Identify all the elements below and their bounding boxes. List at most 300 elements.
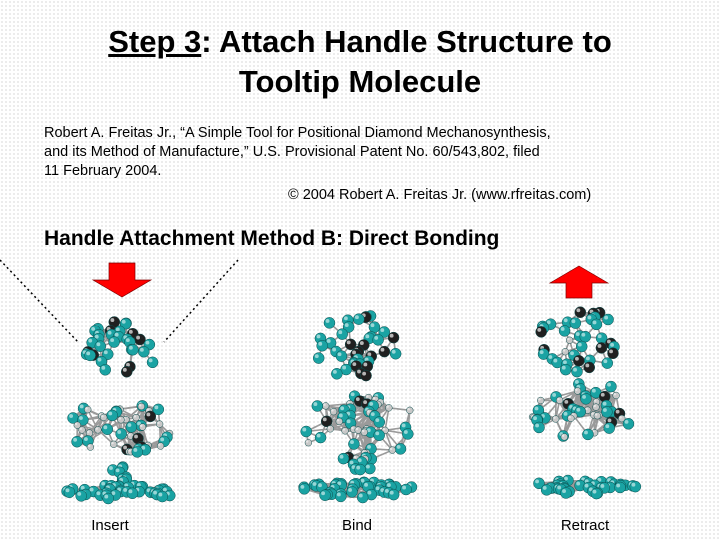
- bind-panel: [250, 250, 480, 510]
- atom-highlight: [328, 426, 330, 428]
- atom-highlight: [157, 422, 159, 424]
- atom-highlight: [96, 342, 100, 346]
- atom-highlight: [116, 327, 120, 331]
- atom: [556, 397, 563, 404]
- atom-highlight: [568, 416, 570, 418]
- atom-highlight: [616, 484, 620, 488]
- atom-highlight: [562, 489, 566, 493]
- atom-highlight: [625, 420, 629, 424]
- atom: [388, 332, 399, 343]
- atom: [615, 482, 626, 493]
- atom-highlight: [365, 334, 369, 338]
- atom-highlight: [356, 397, 360, 401]
- atom-highlight: [340, 455, 344, 459]
- atom: [336, 351, 347, 362]
- atom: [138, 403, 145, 410]
- atom-highlight: [77, 492, 81, 496]
- handle-structure: [529, 378, 634, 441]
- atom-highlight: [354, 456, 356, 458]
- atom-highlight: [350, 461, 354, 465]
- atom: [591, 488, 602, 499]
- atom: [100, 414, 107, 421]
- atom: [552, 416, 559, 423]
- atom: [536, 326, 547, 337]
- atom-highlight: [84, 437, 88, 441]
- atom-highlight: [101, 482, 105, 486]
- atom-highlight: [69, 414, 73, 418]
- atom: [541, 484, 552, 495]
- atom-highlight: [407, 408, 409, 410]
- atom-highlight: [585, 484, 589, 488]
- atom: [107, 410, 118, 421]
- atom-highlight: [119, 417, 121, 419]
- atom-highlight: [563, 360, 567, 364]
- atom-highlight: [96, 491, 100, 495]
- atom: [138, 346, 149, 357]
- atom-highlight: [607, 383, 611, 387]
- atom: [299, 483, 310, 494]
- atom-highlight: [363, 363, 367, 367]
- atom: [322, 402, 329, 409]
- atom: [87, 444, 94, 451]
- atom: [560, 364, 571, 375]
- atom-highlight: [600, 484, 604, 488]
- atom-highlight: [87, 431, 89, 433]
- atom-highlight: [392, 350, 396, 354]
- atom: [118, 416, 125, 423]
- atom-highlight: [605, 424, 609, 428]
- atom-highlight: [327, 339, 331, 343]
- citation: [44, 124, 704, 181]
- retract-panel: [480, 250, 720, 510]
- atom-highlight: [375, 418, 379, 422]
- atom-highlight: [543, 486, 547, 490]
- atom-highlight: [86, 352, 90, 356]
- atom: [593, 404, 600, 411]
- atom-highlight: [88, 339, 92, 343]
- atom: [337, 329, 348, 340]
- atom-highlight: [575, 357, 579, 361]
- surface-layer: [62, 480, 176, 504]
- atom-highlight: [584, 431, 588, 435]
- atom-highlight: [154, 405, 158, 409]
- atom-highlight: [383, 428, 385, 430]
- atom: [576, 341, 587, 352]
- atom: [116, 428, 127, 439]
- atom: [374, 430, 385, 441]
- atom-highlight: [332, 348, 336, 352]
- atom: [346, 486, 357, 497]
- atom-highlight: [357, 370, 361, 374]
- surface-layer: [299, 477, 417, 503]
- atom-highlight: [342, 366, 346, 370]
- atom-highlight: [598, 344, 602, 348]
- atom-highlight: [339, 414, 343, 418]
- atom-highlight: [343, 428, 345, 430]
- atom-highlight: [390, 334, 394, 338]
- atom: [327, 425, 334, 432]
- atom-highlight: [376, 486, 380, 490]
- atom: [607, 348, 618, 359]
- atom: [373, 334, 384, 345]
- atom-highlight: [317, 335, 321, 339]
- atom-highlight: [73, 438, 77, 442]
- atom-highlight: [561, 327, 565, 331]
- atom: [406, 407, 413, 414]
- atom-highlight: [619, 416, 621, 418]
- atom-highlight: [366, 395, 368, 397]
- atom-highlight: [362, 430, 364, 432]
- atom-highlight: [603, 408, 607, 412]
- atom-highlight: [367, 491, 371, 495]
- copyright-notice: © 2004 Robert A. Freitas Jr. (www.rfreitas.com): [288, 187, 592, 203]
- atom-highlight: [111, 442, 113, 444]
- atom: [320, 490, 331, 501]
- atom-highlight: [571, 319, 575, 323]
- atom: [389, 447, 396, 454]
- atom: [561, 433, 568, 440]
- atom: [79, 427, 86, 434]
- atom-highlight: [535, 407, 539, 411]
- atom-highlight: [363, 400, 367, 404]
- retract-molecule: [529, 307, 641, 499]
- atom-highlight: [367, 410, 369, 412]
- citation-line-2: and its Method of Manufacture,” U.S. Provisional Patent No. 60/543,802, filed: [44, 144, 540, 160]
- atom: [570, 318, 581, 329]
- atom: [102, 424, 113, 435]
- atom-highlight: [404, 430, 408, 434]
- atom-highlight: [134, 435, 138, 439]
- atom-highlight: [608, 418, 612, 422]
- atom-highlight: [564, 318, 568, 322]
- handle-structure: [301, 391, 414, 465]
- atom: [156, 421, 163, 428]
- atom: [559, 325, 570, 336]
- atom: [72, 436, 83, 447]
- atom: [390, 348, 401, 359]
- atom-highlight: [631, 483, 635, 487]
- dotted-guide-right: [164, 260, 238, 342]
- atom-highlight: [347, 419, 351, 423]
- atom-highlight: [66, 488, 70, 492]
- atom-highlight: [338, 352, 342, 356]
- atom: [601, 406, 612, 417]
- atom: [566, 337, 573, 344]
- atom-highlight: [533, 416, 537, 420]
- atom-highlight: [397, 445, 401, 449]
- atom: [402, 428, 413, 439]
- atom: [361, 429, 368, 436]
- atom-highlight: [306, 440, 308, 442]
- atom-highlight: [313, 402, 317, 406]
- atom: [385, 404, 392, 411]
- atom-highlight: [323, 404, 325, 406]
- citation-line-1: Robert A. Freitas Jr., “A Simple Tool for Positional Diamond Mechanosynthesis,: [44, 125, 551, 141]
- atom: [604, 423, 615, 434]
- atom: [395, 443, 406, 454]
- atom-highlight: [315, 354, 319, 358]
- atom: [401, 484, 412, 495]
- atom-highlight: [564, 400, 568, 404]
- atom-highlight: [317, 434, 321, 438]
- insert-molecule: [62, 317, 176, 504]
- atom-highlight: [563, 349, 565, 351]
- atom-highlight: [96, 427, 98, 429]
- atom-highlight: [136, 336, 140, 340]
- atom: [562, 348, 569, 355]
- atom: [537, 397, 544, 404]
- atom-highlight: [591, 412, 593, 414]
- tooltip-molecule: [536, 307, 620, 377]
- atom-highlight: [573, 368, 577, 372]
- atom-highlight: [576, 332, 580, 336]
- atom-highlight: [585, 364, 589, 368]
- atom-highlight: [160, 438, 164, 442]
- atom-highlight: [115, 333, 119, 337]
- atom-highlight: [598, 334, 602, 338]
- atom-highlight: [570, 351, 574, 355]
- atom-highlight: [146, 341, 150, 345]
- atom-highlight: [364, 483, 368, 487]
- atom-highlight: [116, 468, 120, 472]
- atom-highlight: [104, 350, 108, 354]
- atom-highlight: [594, 405, 596, 407]
- atom: [157, 443, 164, 450]
- atom-highlight: [337, 493, 341, 497]
- atom-highlight: [158, 444, 160, 446]
- retract-caption: Retract: [560, 517, 610, 534]
- atom: [602, 358, 613, 369]
- atom-highlight: [75, 423, 77, 425]
- atom-highlight: [578, 343, 582, 347]
- atom-highlight: [356, 428, 358, 430]
- handle-structure: [68, 400, 173, 457]
- atom-highlight: [337, 419, 339, 421]
- atom-highlight: [122, 320, 126, 324]
- title-line-1: : Attach Handle Structure to: [201, 24, 612, 59]
- atom: [580, 393, 591, 404]
- atom-highlight: [340, 406, 344, 410]
- atom-highlight: [362, 372, 366, 376]
- atom-highlight: [562, 366, 566, 370]
- atom-highlight: [371, 412, 375, 416]
- atom-highlight: [552, 393, 556, 397]
- atom-highlight: [374, 336, 378, 340]
- atom: [630, 481, 641, 492]
- atom-highlight: [302, 428, 306, 432]
- atom-highlight: [347, 341, 351, 345]
- atom-highlight: [601, 393, 605, 397]
- section-heading: Handle Attachment Method B: Direct Bonding: [44, 227, 500, 250]
- atom: [361, 370, 372, 381]
- atom: [301, 426, 312, 437]
- atom: [560, 488, 571, 499]
- atom-highlight: [110, 338, 114, 342]
- atom-highlight: [129, 330, 133, 334]
- insert-down-arrow: [93, 263, 151, 297]
- atom-highlight: [355, 315, 359, 319]
- atom-highlight: [321, 491, 325, 495]
- atom-highlight: [351, 427, 353, 429]
- atom-highlight: [149, 358, 153, 362]
- atom-highlight: [134, 415, 136, 417]
- atom-highlight: [109, 466, 113, 470]
- atom: [338, 453, 349, 464]
- atom-highlight: [614, 393, 616, 395]
- atom-highlight: [331, 409, 333, 411]
- atom: [76, 490, 87, 501]
- atom: [369, 322, 380, 333]
- retract-up-arrow: [550, 266, 608, 298]
- atom: [342, 427, 349, 434]
- atom-highlight: [564, 477, 568, 481]
- atom-highlight: [593, 490, 597, 494]
- atom-highlight: [344, 316, 348, 320]
- atom: [623, 418, 634, 429]
- atom-highlight: [146, 413, 150, 417]
- atom-highlight: [576, 482, 580, 486]
- atom-highlight: [594, 399, 596, 401]
- atom-highlight: [348, 401, 350, 403]
- atom-highlight: [553, 417, 555, 419]
- atom-highlight: [356, 466, 360, 470]
- atom: [64, 487, 75, 498]
- atom-highlight: [103, 425, 107, 429]
- atom-highlight: [610, 343, 614, 347]
- atom-highlight: [123, 368, 127, 372]
- atom-highlight: [333, 370, 337, 374]
- atom-highlight: [153, 491, 157, 495]
- atom-highlight: [557, 398, 559, 400]
- atom-highlight: [80, 428, 82, 430]
- atom: [567, 415, 574, 422]
- atom-highlight: [300, 485, 304, 489]
- atom-highlight: [386, 405, 388, 407]
- atom-highlight: [402, 424, 406, 428]
- atom-highlight: [390, 491, 394, 495]
- atom: [574, 388, 581, 395]
- atom-highlight: [371, 323, 375, 327]
- atom-highlight: [158, 493, 162, 497]
- atom-highlight: [110, 318, 114, 322]
- atom: [364, 463, 375, 474]
- atom-highlight: [582, 395, 586, 399]
- atom-highlight: [128, 434, 130, 436]
- atom-highlight: [108, 412, 112, 416]
- atom-highlight: [564, 412, 568, 416]
- slide-title: [0, 22, 720, 102]
- atom-highlight: [587, 316, 591, 320]
- atom: [573, 355, 584, 366]
- atom: [127, 344, 138, 355]
- atom: [126, 421, 137, 432]
- atom: [317, 340, 328, 351]
- atom-highlight: [128, 423, 132, 427]
- atom-highlight: [359, 494, 363, 498]
- atom-highlight: [581, 333, 585, 337]
- citation-line-3: 11 February 2004.: [44, 163, 162, 179]
- tooltip-molecule: [81, 317, 158, 378]
- title-line-2: Tooltip Molecule: [238, 64, 482, 99]
- atom: [331, 368, 342, 379]
- atom-highlight: [575, 389, 577, 391]
- atom-highlight: [609, 349, 613, 353]
- atom-highlight: [101, 366, 105, 370]
- atom-highlight: [133, 448, 137, 452]
- atom: [157, 491, 168, 502]
- atom-highlight: [338, 330, 342, 334]
- atom: [605, 381, 616, 392]
- surface-layer: [533, 475, 640, 499]
- atom-highlight: [129, 489, 133, 493]
- atom-highlight: [562, 435, 564, 437]
- atom-highlight: [318, 483, 322, 487]
- atom: [315, 432, 326, 443]
- atom-highlight: [98, 358, 102, 362]
- atom: [127, 488, 138, 499]
- atom: [324, 317, 335, 328]
- atom-highlight: [390, 448, 392, 450]
- atom: [613, 392, 620, 399]
- atom-highlight: [366, 465, 370, 469]
- atom: [145, 411, 156, 422]
- atom-highlight: [108, 331, 112, 335]
- atom-highlight: [350, 440, 354, 444]
- atom-highlight: [140, 348, 144, 352]
- insert-panel: [0, 250, 250, 510]
- atom-highlight: [557, 486, 561, 490]
- atom-highlight: [126, 338, 130, 342]
- atom-highlight: [352, 362, 356, 366]
- atom-highlight: [373, 397, 375, 399]
- bind-caption: Bind: [341, 517, 373, 534]
- atom-highlight: [385, 489, 389, 493]
- atom: [121, 366, 132, 377]
- atom: [582, 429, 593, 440]
- atom-highlight: [603, 359, 607, 363]
- step-label: Step 3: [108, 24, 202, 59]
- atom: [313, 353, 324, 364]
- atom-highlight: [79, 416, 83, 420]
- atom: [357, 492, 368, 503]
- atom-highlight: [367, 445, 371, 449]
- atom: [571, 366, 582, 377]
- atom-highlight: [140, 425, 142, 427]
- atom-highlight: [616, 410, 620, 414]
- atom-highlight: [101, 415, 103, 417]
- atom: [575, 307, 586, 318]
- atom: [95, 426, 102, 433]
- atom: [603, 314, 614, 325]
- atom-highlight: [80, 405, 84, 409]
- dotted-guide-left: [0, 260, 78, 342]
- atom-highlight: [147, 409, 149, 411]
- atom-highlight: [128, 449, 130, 451]
- atom-highlight: [90, 488, 94, 492]
- atom: [305, 439, 312, 446]
- atom: [147, 357, 158, 368]
- atom: [133, 414, 140, 421]
- atom: [388, 489, 399, 500]
- atom-highlight: [381, 348, 385, 352]
- bind-molecule: [299, 311, 417, 504]
- atom: [591, 319, 602, 330]
- atom: [103, 493, 114, 504]
- atom-highlight: [576, 408, 580, 412]
- atom-highlight: [575, 380, 579, 384]
- atom: [594, 412, 601, 419]
- atom-highlight: [123, 446, 127, 450]
